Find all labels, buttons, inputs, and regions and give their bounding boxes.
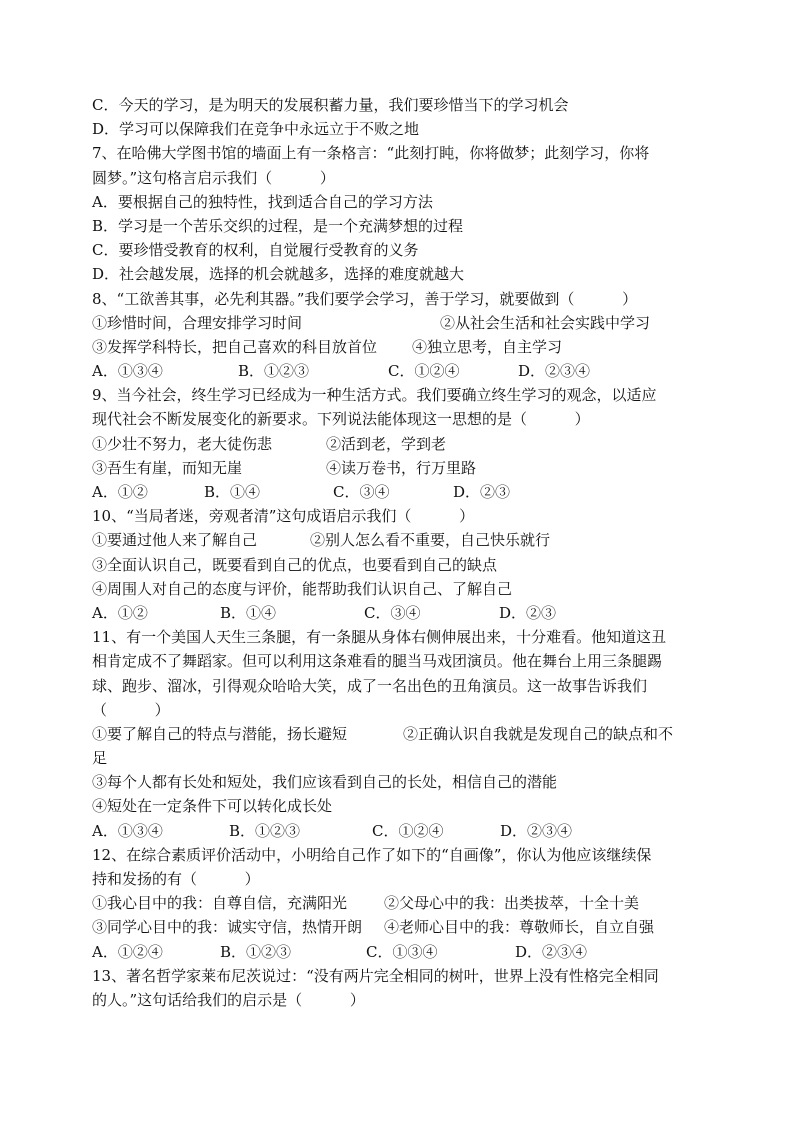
q9-statements-row2 [92,456,712,480]
q10-statement-2: ②别人怎么看不重要，自己快乐就行 [310,531,551,550]
q9-statement-3: ③吾生有崖，而知无崖 [92,458,243,477]
q9-statement-1: ①少壮不努力，老大徒伤悲 [92,434,273,453]
q11-options-row [92,819,712,843]
q12-option-a: A．①②④ [92,942,163,961]
q8-option-a: A．①③④ [92,362,163,381]
q13-stem-line1: 13、著名哲学家莱布尼茨说过：“没有两片完全相同的树叶，世界上没有性格完全相同 [92,966,659,985]
q8-statements-row1 [92,311,712,335]
q9-option-d: D．②③ [453,483,511,501]
q10-statements-row1 [92,528,712,552]
q8-option-b: B．①②③ [238,362,310,381]
q11-stem-line2: 相肯定成不了舞蹈家。但可以利用这条难看的腿当马戏团演员。他在舞台上用三条腿踢 [92,652,663,671]
q11-statement-1: ①要了解自己的特点与潜能，扬长避短 [92,724,348,743]
q10-options-row [92,601,712,625]
q11-option-c: C．①②④ [372,821,444,840]
q8-option-d: D．②③④ [518,362,591,381]
q7-option-c: C．要珍惜受教育的权利，自觉履行受教育的义务 [92,241,419,260]
q8-statements-row2 [92,335,712,359]
q9-statement-4: ④读万卷书，行万里路 [326,458,477,477]
q10-statement-3: ③全面认识自己，既要看到自己的优点，也要看到自己的缺点 [92,555,498,574]
q11-option-a: A．①③④ [92,821,163,840]
q11-option-b: B．①②③ [229,821,301,840]
q12-options-row [92,940,712,964]
q9-stem-line1: 9、当今社会，终生学习已经成为一种生活方式。我们要确立终生学习的观念，以适应 [92,386,657,405]
q9-option-a: A．①② [92,483,148,501]
q7-stem-line2: 圆梦。”这句格言启示我们（ ） [92,168,335,187]
q12-statement-2: ②父母心中的我：出类拔萃，十全十美 [384,894,640,913]
q11-option-d: D．②③④ [500,821,573,840]
q12-stem-line2: 持和发扬的有（ ） [92,870,260,888]
q12-statements-row1 [92,891,712,915]
q10-option-c: C．③④ [364,603,421,622]
q12-option-b: B．①②③ [220,942,292,961]
q10-option-b: B．①④ [220,603,277,622]
q9-options-row [92,480,712,504]
q13-stem-line2: 的人。”这句话给我们的启示是（ ） [92,990,365,1009]
q8-statement-4: ④独立思考，自主学习 [412,337,563,356]
q12-statement-4: ④老师心目中的我：尊敬师长，自立自强 [384,918,655,937]
q11-stem-line3: 球、跑步、溜冰，引得观众哈哈大笑，成了一名出色的丑角演员。这一故事告诉我们 [92,676,648,695]
q7-option-b: B．学习是一个苦乐交织的过程，是一个充满梦想的过程 [92,216,464,235]
q8-statement-3: ③发挥学科特长，把自己喜欢的科目放首位 [92,337,378,356]
q12-stem-line1: 12、在综合素质评价活动中，小明给自己作了如下的“自画像”，你认为他应该继续保 [92,845,652,864]
q8-stem: 8、“工欲善其事，必先利其器。”我们要学会学习，善于学习，就要做到（ ） [92,289,638,308]
q6-option-d: D．学习可以保障我们在竞争中永远立于不败之地 [92,120,420,139]
q9-stem-line2: 现代社会不断发展变化的新要求。下列说法能体现这一思想的是（ ） [92,410,590,429]
q8-option-c: C．①②④ [388,362,460,381]
q12-statement-3: ③同学心目中的我：诚实守信，热情开朗 [92,918,363,937]
q11-statements-row1 [92,722,712,746]
q11-statement-2: ②正确认识自我就是发现自己的缺点和不 [403,724,674,743]
q9-option-c: C．③④ [333,483,390,501]
q11-statement-2-cont: 足 [92,749,108,768]
q8-options-row [92,359,712,383]
q11-stem-line4: （ ） [92,700,170,719]
q10-stem: 10、“当局者迷，旁观者清”这句成语启示我们（ ） [92,507,475,526]
q12-statement-1: ①我心目中的我：自尊自信，充满阳光 [92,894,348,913]
q11-statement-3: ③每个人都有长处和短处，我们应该看到自己的长处，相信自己的潜能 [92,773,558,792]
q9-statement-2: ②活到老，学到老 [326,434,447,453]
q8-statement-1: ①珍惜时间，合理安排学习时间 [92,313,303,332]
q7-option-a: A．要根据自己的独特性，找到适合自己的学习方法 [92,192,433,211]
exam-page [92,93,712,1012]
q8-statement-2: ②从社会生活和社会实践中学习 [440,313,651,332]
q10-option-d: D．②③ [499,603,557,622]
q11-stem-line1: 11、有一个美国人天生三条腿，有一条腿从身体右侧伸展出来，十分难看。他知道这丑 [92,628,667,647]
q9-statements-row1 [92,432,712,456]
q7-option-d: D．社会越发展，选择的机会就越多，选择的难度就越大 [92,265,465,284]
q7-stem-line1: 7、在哈佛大学图书馆的墙面上有一条格言：“此刻打盹，你将做梦；此刻学习，你将 [92,144,650,163]
q10-option-a: A．①② [92,603,148,622]
q10-statement-4: ④周围人对自己的态度与评价，能帮助我们认识自己、了解自己 [92,579,513,598]
q12-statements-row2 [92,915,712,939]
q9-option-b: B．①④ [204,483,261,501]
q12-option-d: D．②③④ [515,942,588,961]
q10-statement-1: ①要通过他人来了解自己 [92,531,258,550]
q11-statement-4: ④短处在一定条件下可以转化成长处 [92,797,333,816]
q6-option-c: C．今天的学习，是为明天的发展积蓄力量，我们要珍惜当下的学习机会 [92,96,569,114]
q12-option-c: C．①③④ [366,942,438,961]
